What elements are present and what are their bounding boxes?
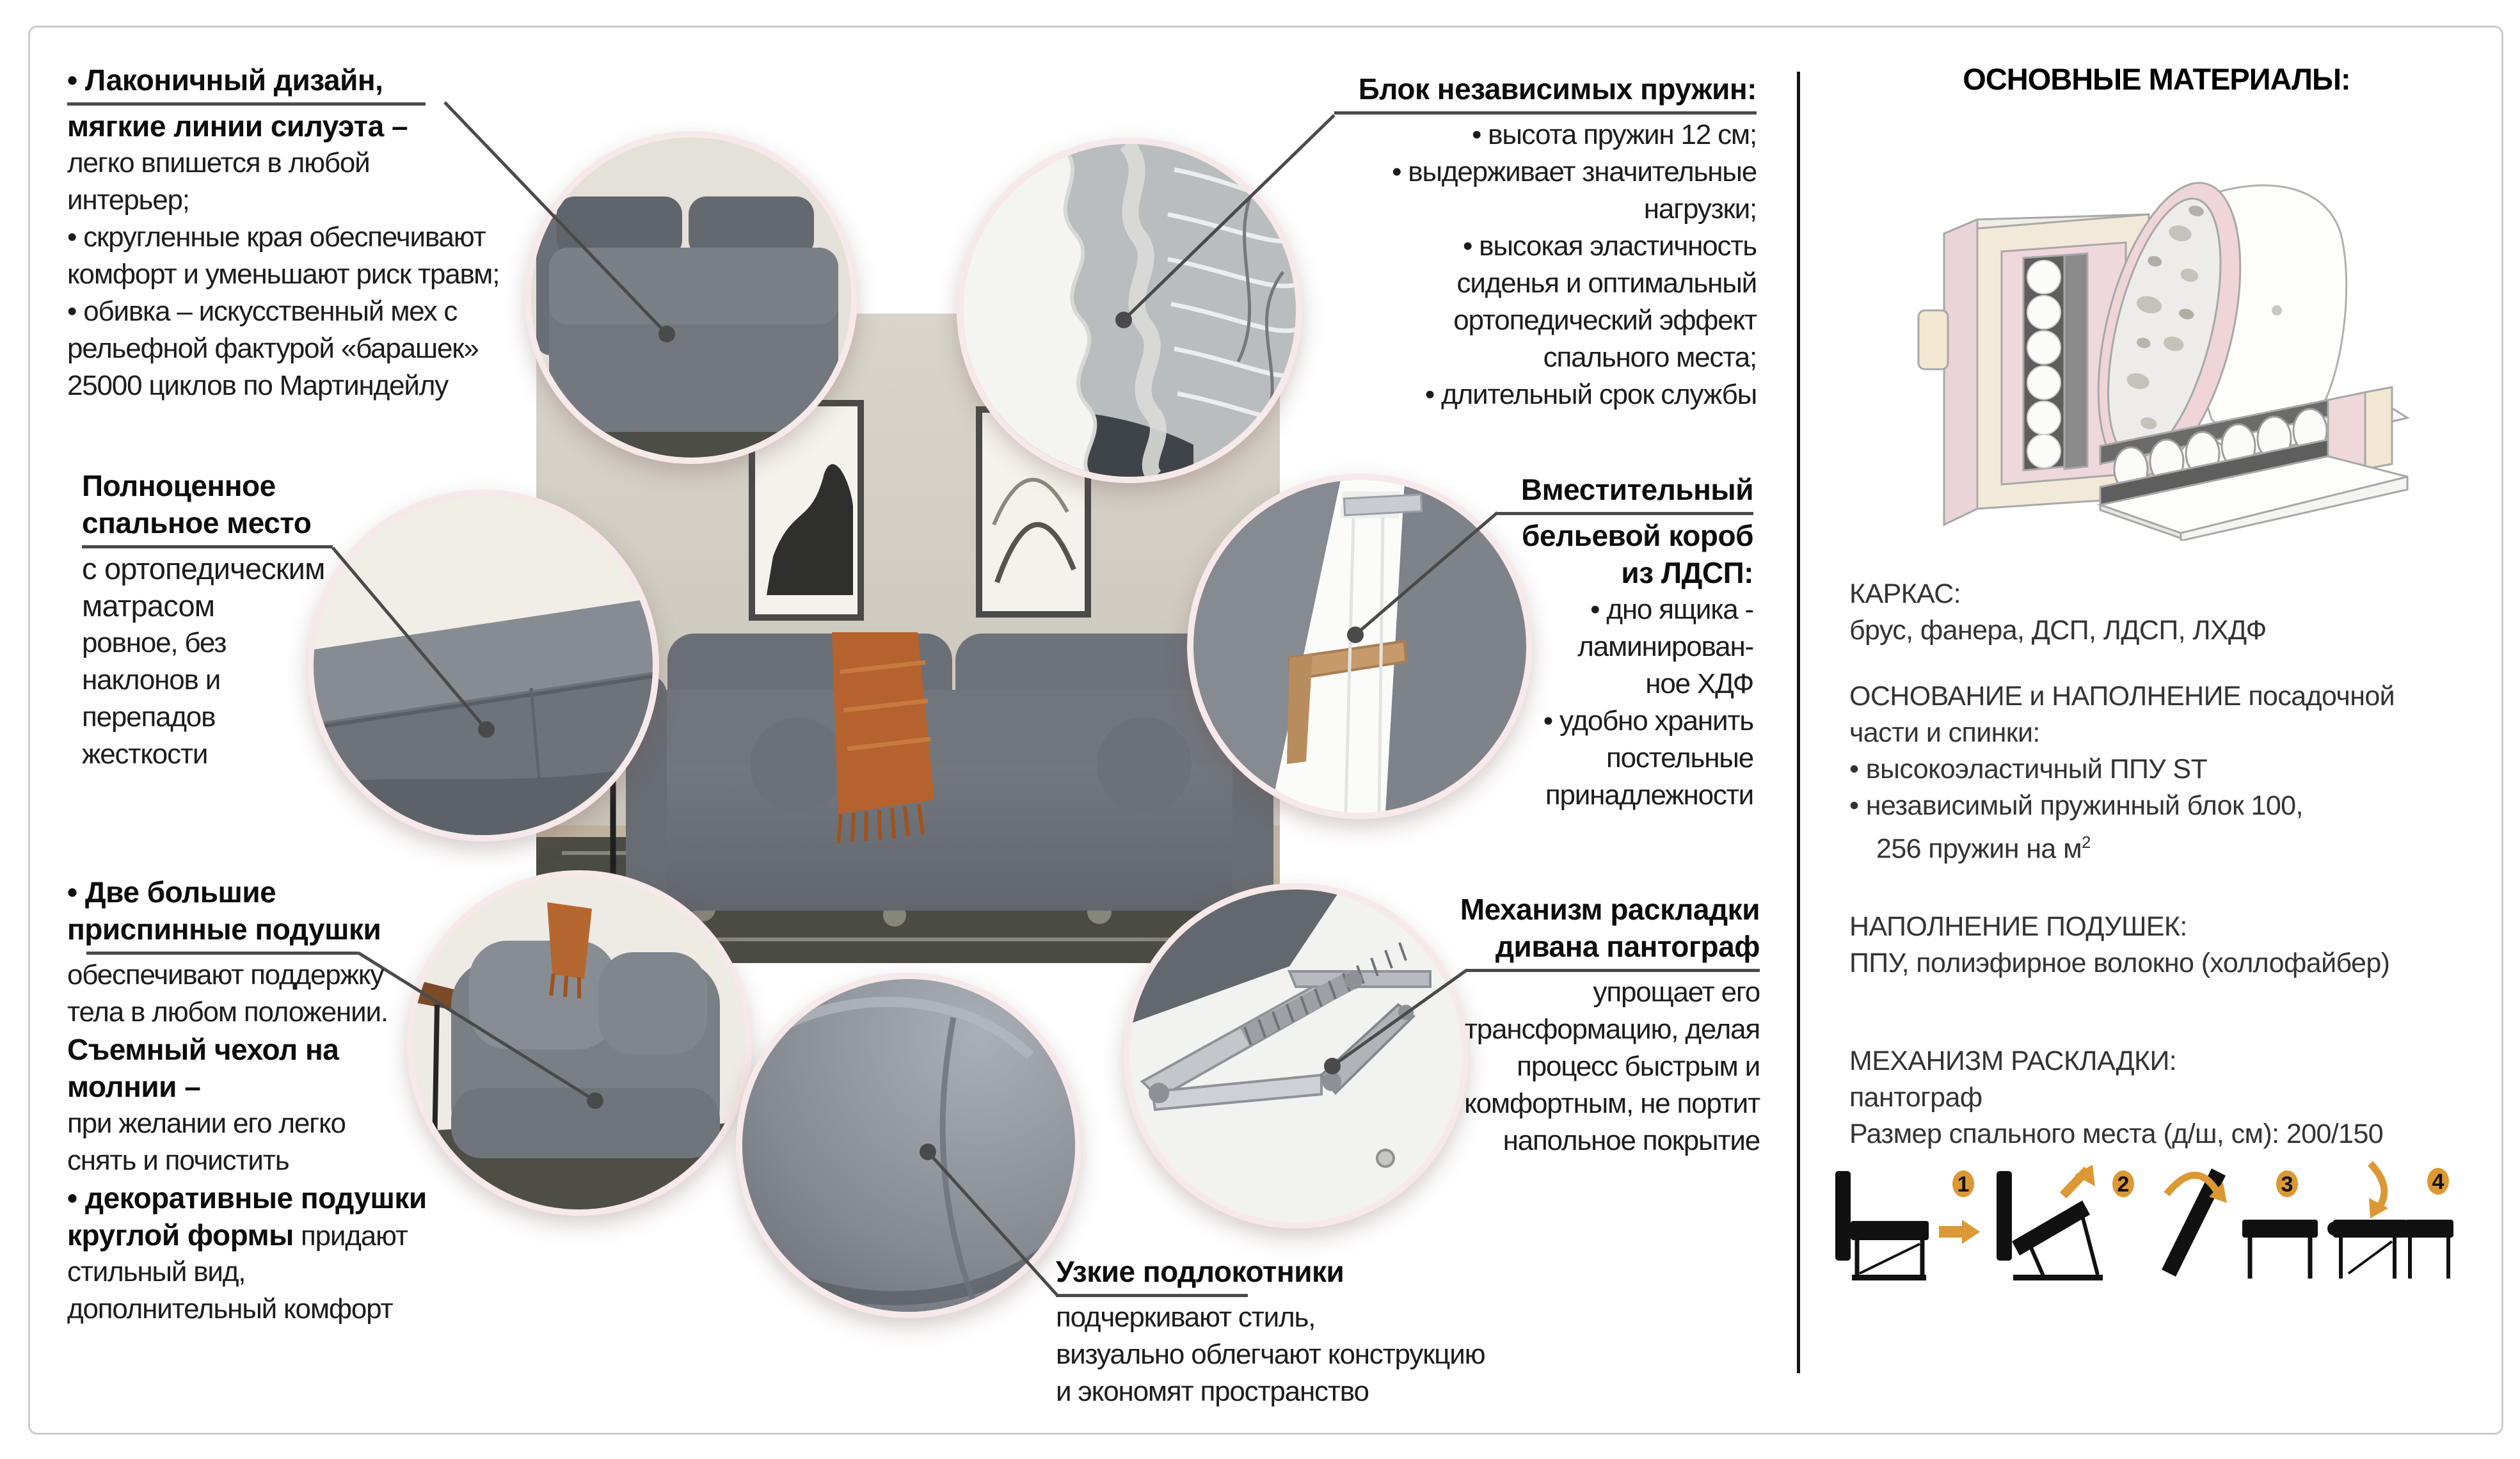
materials-title: ОСНОВНЫЕ МАТЕРИАЛЫ: [1963, 62, 2350, 96]
ball-pillow-right [1097, 717, 1192, 812]
mechanism-underline [1465, 969, 1760, 972]
feature-block-pillows: • Две большие приспинные подушки обеспечивают поддержку тела в любом положении. Съемный чехол на молнии – при желании его легко снять и почистить • декоративные подушки круглой формы придают стильный вид, дополнительный комфорт [67, 875, 427, 1325]
step4-icon [2327, 1163, 2453, 1279]
materials-cushion-section: НАПОЛНЕНИЕ ПОДУШЕК: ППУ, полиэфирное волокно (холлофайбер) [1849, 911, 2390, 978]
callout-circle-armrest [736, 973, 1081, 1318]
pillows-underline [86, 952, 358, 955]
sleeping-underline [82, 545, 333, 548]
materials-base-section: ОСНОВАНИЕ и НАПОЛНЕНИЕ посадочной части и спинки: • высокоэластичный ППУ ST • независимый пружинный блок 100, 256 пружин на $м^2$ [1849, 681, 2395, 865]
step2-icon [1997, 1165, 2134, 1280]
materials-cutaway-diagram [1913, 118, 2432, 541]
step3-icon [2162, 1168, 2318, 1279]
springs-underline [1334, 111, 1757, 115]
feature-block-mechanism: Механизм раскладки дивана пантограф упрощает его трансформацию, делая процесс быстрым и комфортным, не портит напольное покрытие [1460, 893, 1760, 1156]
materials-mechanism-section: МЕХАНИЗМ РАСКЛАДКИ: пантограф Размер спального места (д/ш, см): 200/150 [1849, 1043, 2489, 1152]
armrests-underline [1056, 1294, 1248, 1297]
design-title: • Лаконичный дизайн, [67, 63, 383, 97]
svg-text:4: 4 [2432, 1170, 2444, 1194]
frame-value: брус, фанера, ДСП, ЛДСП, ЛХДФ [1849, 615, 2267, 646]
feature-block-springs: Блок независимых пружин: • высота пружин 12 см; • выдерживает значительные нагрузки; • высокая эластичность сиденья и оптимальный ортопедический эффект спального места; • длительный срок службы [1334, 70, 1757, 413]
feature-block-armrests: Узкие подлокотники подчеркивают стиль, визуально облегчают конструкцию и экономят пространство [1056, 1255, 1485, 1407]
fold-steps-icons [1829, 1144, 2456, 1298]
design-underline [67, 102, 426, 106]
svg-text:3: 3 [2281, 1172, 2293, 1197]
storage-underline [1497, 512, 1753, 515]
callout-circle-springs [957, 138, 1302, 483]
feature-block-storage: Вместительный бельевой короб из ЛДСП: • дно ящика - ламинирован- ное ХДФ • удобно хранить постельные принадлежности [1465, 471, 1753, 814]
materials-frame-section [1849, 576, 2476, 649]
feature-block-design: • Лаконичный дизайн, мягкие линии силуэта – легко впишется в любой интерьер; • скругленные края обеспечивают комфорт и уменьшают риск травм; • обивка – искусственный мех с рельефной фактурой «барашек» 25000 циклов по Мартиндейлу [67, 61, 566, 404]
feature-block-sleeping: Полноценное спальное место с ортопедическим матрасом ровное, без наклонов и перепадов жесткости [82, 467, 440, 773]
sofa [626, 632, 1273, 941]
callout-circle-top-view [525, 131, 857, 464]
superscript-2: 2 [2082, 833, 2091, 852]
ball-pillow-left [750, 717, 845, 812]
frame-label: КАРКАС: [1849, 578, 1961, 609]
svg-text:1: 1 [1957, 1172, 1970, 1197]
svg-text:2: 2 [2117, 1172, 2130, 1197]
bed-size: Размер спального места (д/ш, см): 200/150 [1849, 1119, 2384, 1149]
step1-icon [1835, 1170, 1980, 1280]
column-divider [1797, 72, 1800, 1373]
